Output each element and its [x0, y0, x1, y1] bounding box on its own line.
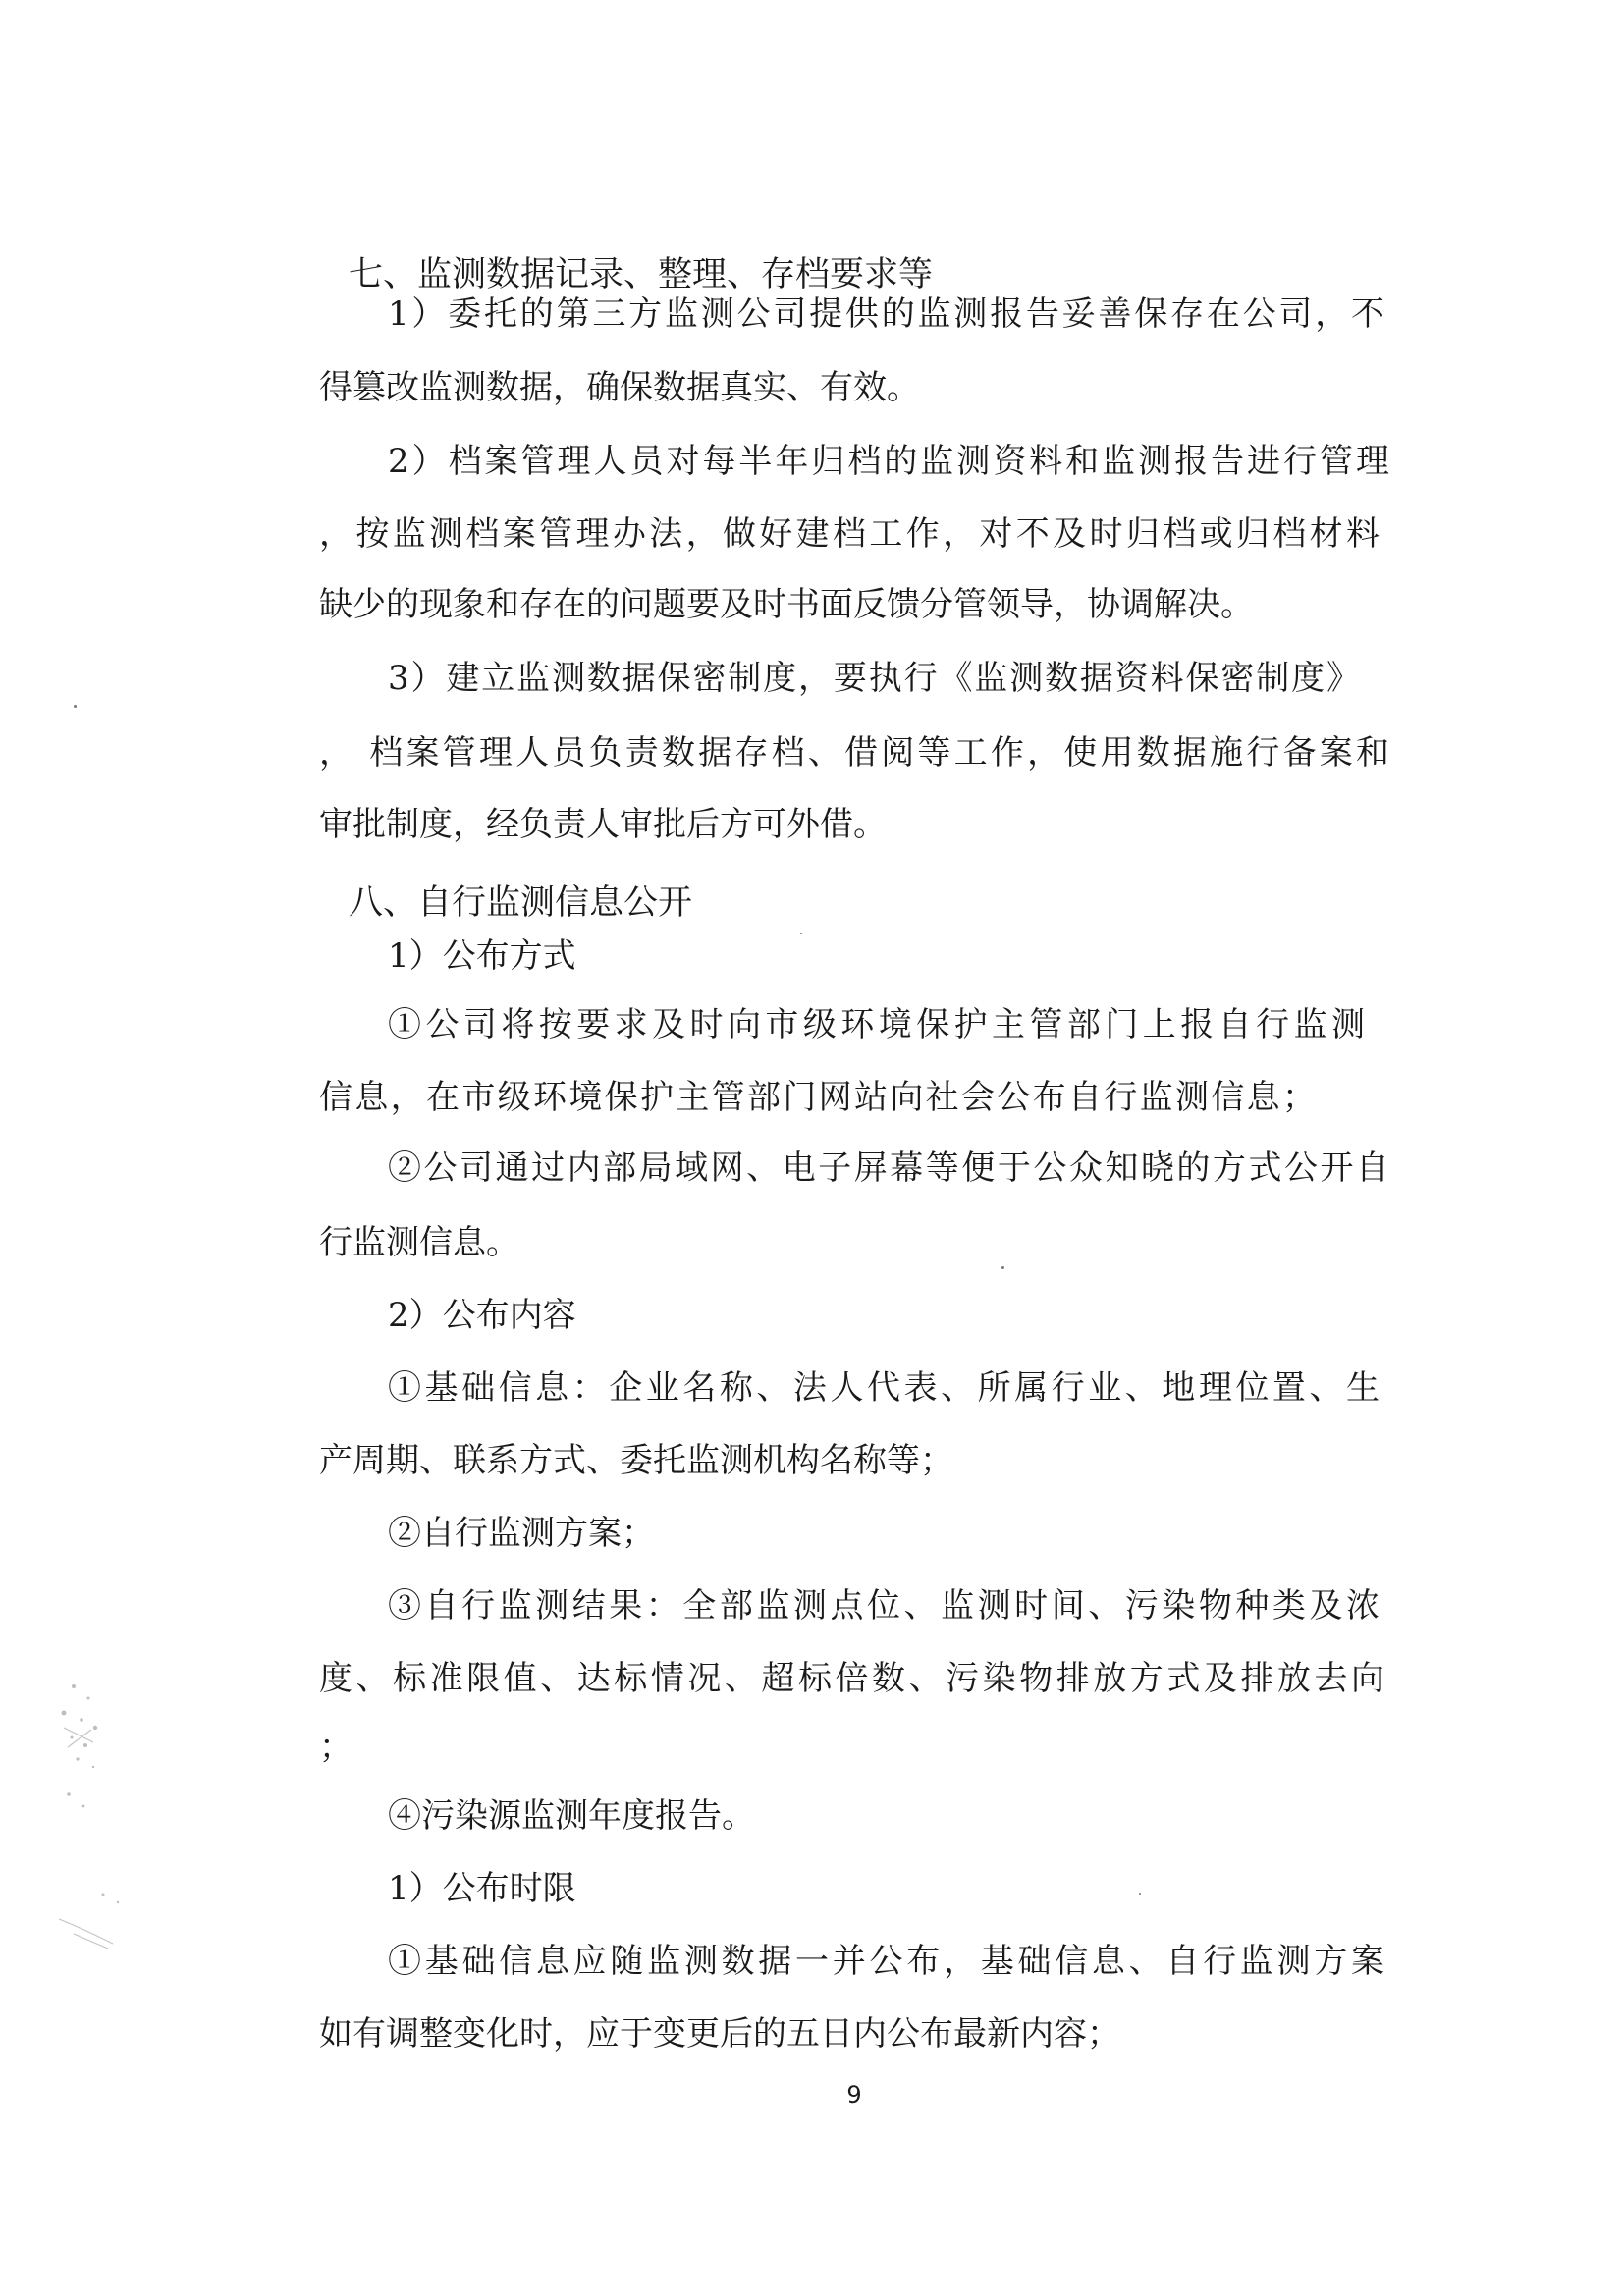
section-7-heading: 七、监测数据记录、整理、存档要求等	[349, 255, 934, 294]
section-7-line: 得篡改监测数据，确保数据真实、有效。	[319, 368, 920, 407]
binding-stamp-mark	[34, 1669, 142, 1963]
section-8-line: 度、标准限值、达标情况、超标倍数、污染物排放方式及排放去向	[319, 1659, 1384, 1698]
scan-speck	[1139, 1893, 1141, 1895]
section-8-line: ③自行监测结果：全部监测点位、监测时间、污染物种类及浓	[388, 1586, 1380, 1626]
section-7-line: 2）档案管理人员对每半年归档的监测资料和监测报告进行管理	[388, 442, 1389, 481]
section-8-line: ①公司将按要求及时向市级环境保护主管部门上报自行监测	[388, 1005, 1365, 1044]
section-7-line: 审批制度，经负责人审批后方可外借。	[319, 805, 887, 844]
section-8-line: 1）公布方式	[388, 936, 576, 976]
section-7-line: 3）建立监测数据保密制度，要执行《监测数据资料保密制度》	[388, 659, 1360, 698]
section-7-line: 缺少的现象和存在的问题要及时书面反馈分管领导，协调解决。	[319, 585, 1254, 624]
section-7-line: ，按监测档案管理办法，做好建档工作，对不及时归档或归档材料	[319, 514, 1380, 554]
section-8-line: ④污染源监测年度报告。	[388, 1796, 755, 1836]
scan-speck	[1001, 1266, 1004, 1269]
section-8-line: ①基础信息应随监测数据一并公布，基础信息、自行监测方案	[388, 1942, 1384, 1981]
scan-speck	[800, 933, 802, 934]
section-8-heading: 八、自行监测信息公开	[349, 883, 693, 923]
section-8-line: ；	[319, 1728, 352, 1767]
section-8-line: 如有调整变化时，应于变更后的五日内公布最新内容；	[319, 2014, 1120, 2054]
section-8-line: ②自行监测方案；	[388, 1514, 655, 1553]
section-8-line: 2）公布内容	[388, 1296, 576, 1335]
section-8-line: ①基础信息：企业名称、法人代表、所属行业、地理位置、生	[388, 1368, 1380, 1408]
section-8-line: ②公司通过内部局域网、电子屏幕等便于公众知晓的方式公开自	[388, 1148, 1389, 1188]
section-8-line: 行监测信息。	[319, 1223, 519, 1262]
section-8-line: 1）公布时限	[388, 1869, 576, 1908]
scan-speck	[74, 705, 77, 708]
page-number: 9	[846, 2081, 862, 2109]
section-7-line: ， 档案管理人员负责数据存档、借阅等工作，使用数据施行备案和	[319, 733, 1389, 773]
section-8-line: 信息，在市级环境保护主管部门网站向社会公布自行监测信息；	[319, 1078, 1316, 1117]
section-7-line: 1）委托的第三方监测公司提供的监测报告妥善保存在公司，不	[388, 294, 1384, 334]
section-8-line: 产周期、联系方式、委托监测机构名称等；	[319, 1441, 953, 1480]
